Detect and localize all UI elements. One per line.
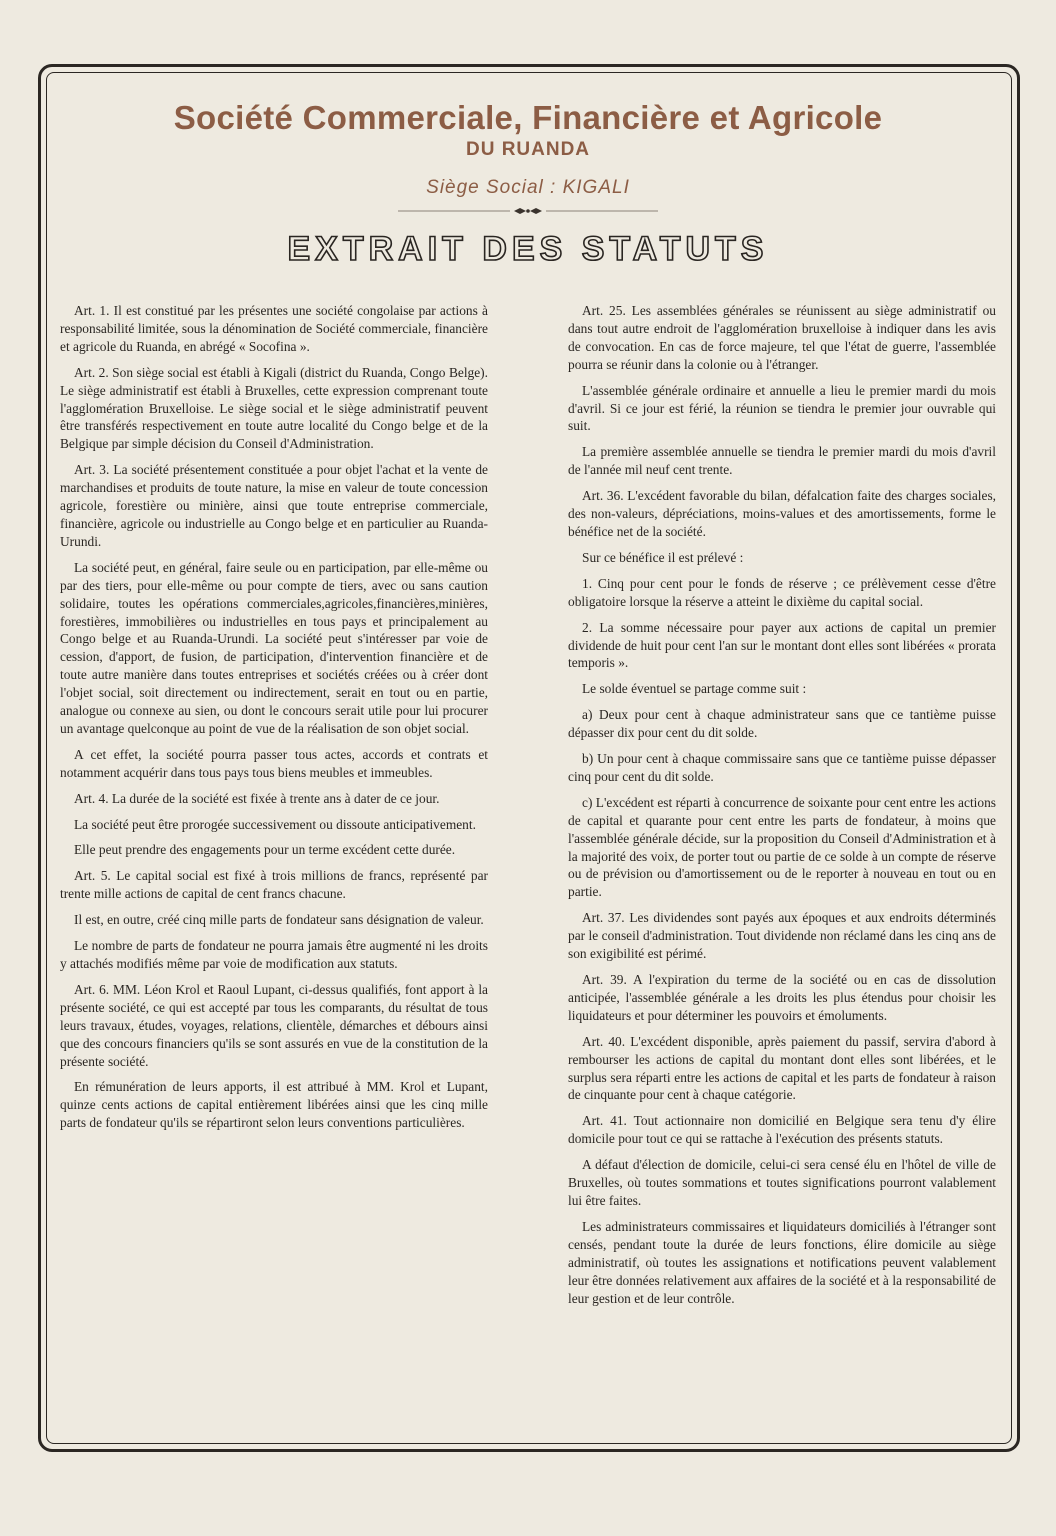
left-column — [60, 302, 488, 1315]
right-column — [568, 302, 996, 1315]
article-paragraph: Le nombre de parts de fondateur ne pourra jamais être augmenté ni les droits y attachés modifiés même par voie de modification aux statuts. — [60, 938, 488, 971]
article-paragraph: La société peut, en général, faire seule ou en participation, par elle-même ou par des tiers, pour elle-même ou pour compte de tiers, avec ou sans caution solidaire, toutes les opérations commerciales,agricoles,financières,minières, forestières, immobilières ou industrielles en tous pays et principalement au Congo belge et au Ruanda-Urundi. La société peut s'intéresser par voie de cession, d'apport, de fusion, de participation, d'intervention financière et de toute autre manière dans toutes entreprises et sociétés créées ou à créer dont l'objet social, soit directement ou indirectement, serait en tout ou en partie, analogue ou connexe au sien, ou dont le concours serait utile pour lui procurer un avantage quelconque au point de vue de la réalisation de son objet social. — [60, 559, 488, 736]
article-paragraph: Art. 6. MM. Léon Krol et Raoul Lupant, ci-dessus qualifiés, font apport à la présente société, ce qui est accepté par tous les comparants, du résultat de tous leurs travaux, études, voyages, relations, clientèle, démarches et débours ainsi que des concours financiers qu'ils se sont assurés en vue de la constitution de la présente société. — [60, 981, 488, 1069]
article-paragraph: Art. 1. Il est constitué par les présentes une société congolaise par actions à responsabilité limitée, sous la dénomination de Société commerciale, financière et agricole du Ruanda, en abrégé « Socofina ». — [60, 303, 488, 354]
article-paragraph: Art. 25. Les assemblées générales se réunissent au siège administratif ou dans tout autre endroit de l'agglomération bruxelloise à indiquer dans les avis de convocation. En cas de force majeure, tel que l'état de guerre, l'assemblée pourra se réunir dans la colonie ou à l'étranger. — [568, 303, 996, 372]
article-paragraph: a) Deux pour cent à chaque administrateur sans que ce tantième puisse dépasser dix pour cent du dit solde. — [568, 707, 996, 741]
article-paragraph: La première assemblée annuelle se tiendra le premier mardi du mois d'avril de l'année mil neuf cent trente. — [568, 444, 996, 478]
article-paragraph: Art. 39. A l'expiration du terme de la société ou en cas de dissolution anticipée, l'assemblée générale a les droits les plus étendus pour choisir les liquidateurs et pour déterminer les pouvoirs et émoluments. — [568, 972, 996, 1023]
company-name: Société Commerciale, Financière et Agricole — [173, 99, 883, 136]
articles-body — [60, 302, 996, 1315]
article-paragraph: Art. 36. L'excédent favorable du bilan, défalcation faite des charges sociales, des non-valeurs, dépréciations, moins-values et des amortissements, forme le bénéfice net de la société. — [568, 488, 996, 539]
article-paragraph: 2. La somme nécessaire pour payer aux actions de capital un premier dividende de huit pour cent l'an sur le montant dont elles sont libérées « prorata temporis ». — [568, 619, 996, 671]
decorative-divider — [398, 206, 658, 216]
article-paragraph: Art. 40. L'excédent disponible, après paiement du passif, servira d'abord à rembourser les actions de capital du montant dont elles sont libérées, et le surplus sera réparti entre les actions de capital et les parts de fondateur à raison de cinquante pour cent à chaque catégorie. — [568, 1033, 996, 1103]
registered-office: Siège Social : KIGALI — [426, 177, 630, 198]
article-paragraph: Art. 2. Son siège social est établi à Kigali (district du Ruanda, Congo Belge). Le siège administratif est établi à Bruxelles, cette expression comprenant toute l'agglomération Bruxelloise. Le siège social et le siège administratif peuvent être transférés respectivement en toute autre localité du Congo belge et de la Belgique par simple décision du Conseil d'Administration. — [60, 364, 488, 452]
article-paragraph: Il est, en outre, créé cinq mille parts de fondateur sans désignation de valeur. — [74, 912, 484, 928]
article-paragraph: A cet effet, la société pourra passer tous actes, accords et contrats et notamment acquérir dans tous pays tous biens meubles et immeubles. — [60, 746, 488, 780]
document-page — [60, 86, 996, 1426]
article-paragraph: Art. 3. La société présentement constituée a pour objet l'achat et la vente de marchandises et produits de toute nature, la mise en valeur de toute concession agricole, forestière ou minière, ainsi que toute entreprise commerciale, financière, agricole ou industrielle au Congo belge et en particulier au Ruanda-Urundi. — [60, 462, 488, 549]
article-paragraph: L'assemblée générale ordinaire et annuelle a lieu le premier mardi du mois d'avril. Si ce jour est férié, la réunion se tiendra le premier jour ouvrable qui suit. — [568, 382, 996, 434]
article-paragraph: A défaut d'élection de domicile, celui-ci sera censé élu en l'hôtel de ville de Bruxelles, où toutes sommations et toutes significations pourront valablement lui être faites. — [568, 1157, 996, 1208]
article-paragraph: 1. Cinq pour cent pour le fonds de réserve ; ce prélèvement cesse d'être obligatoire lorsque la réserve a atteint le dixième du capital social. — [568, 575, 996, 609]
article-paragraph: En rémunération de leurs apports, il est attribué à MM. Krol et Lupant, quinze cents actions de capital entièrement libérées ainsi que les cinq mille parts de fondateur qu'ils se répartiront selon leurs conventions particulières. — [60, 1079, 488, 1131]
article-paragraph: La société peut être prorogée successivement ou dissoute anticipativement. — [74, 816, 476, 832]
article-paragraph: c) L'excédent est réparti à concurrence de soixante pour cent entre les actions de capital et quarante pour cent entre les parts de fondateur, à moins que l'assemblée générale décide, sur la proposition du Conseil d'Administration et à la majorité des voix, de porter tout ou partie de ce solde à un compte de réserve ou de prévision ou d'amortissement ou de le reporter à nouveau en tout ou en partie. — [568, 794, 996, 900]
document-title: EXTRAIT DES STATUTS — [287, 230, 769, 268]
company-subtitle: DU RUANDA — [465, 139, 591, 160]
article-paragraph: Art. 4. La durée de la société est fixée à trente ans à dater de ce jour. — [74, 790, 440, 806]
document-header — [60, 98, 996, 270]
article-paragraph: Le solde éventuel se partage comme suit : — [582, 681, 807, 697]
article-paragraph: Les administrateurs commissaires et liquidateurs domiciliés à l'étranger sont censés, pendant toute la durée de leurs fonctions, élire domicile au siège administratif, où toutes les assignations et notifications peuvent valablement leur être données relativement aux affaires de la société et à la responsabilité de leur gestion et de leur contrôle. — [568, 1218, 996, 1306]
article-paragraph: b) Un pour cent à chaque commissaire sans que ce tantième puisse dépasser cinq pour cent du dit solde. — [568, 751, 996, 784]
article-paragraph: Sur ce bénéfice il est prélevé : — [582, 549, 744, 565]
article-paragraph: Elle peut prendre des engagements pour un terme excédent cette durée. — [74, 842, 456, 858]
article-paragraph: Art. 37. Les dividendes sont payés aux époques et aux endroits déterminés par le conseil d'administration. Tout dividende non réclamé dans les cinq ans de son exigibilité est périmé. — [568, 910, 996, 962]
article-paragraph: Art. 41. Tout actionnaire non domicilié en Belgique sera tenu d'y élire domicile pour tout ce qui se rattache à l'exécution des présents statuts. — [568, 1113, 996, 1147]
article-paragraph: Art. 5. Le capital social est fixé à trois millions de francs, représenté par trente mille actions de capital de cent francs chacune. — [60, 868, 488, 902]
